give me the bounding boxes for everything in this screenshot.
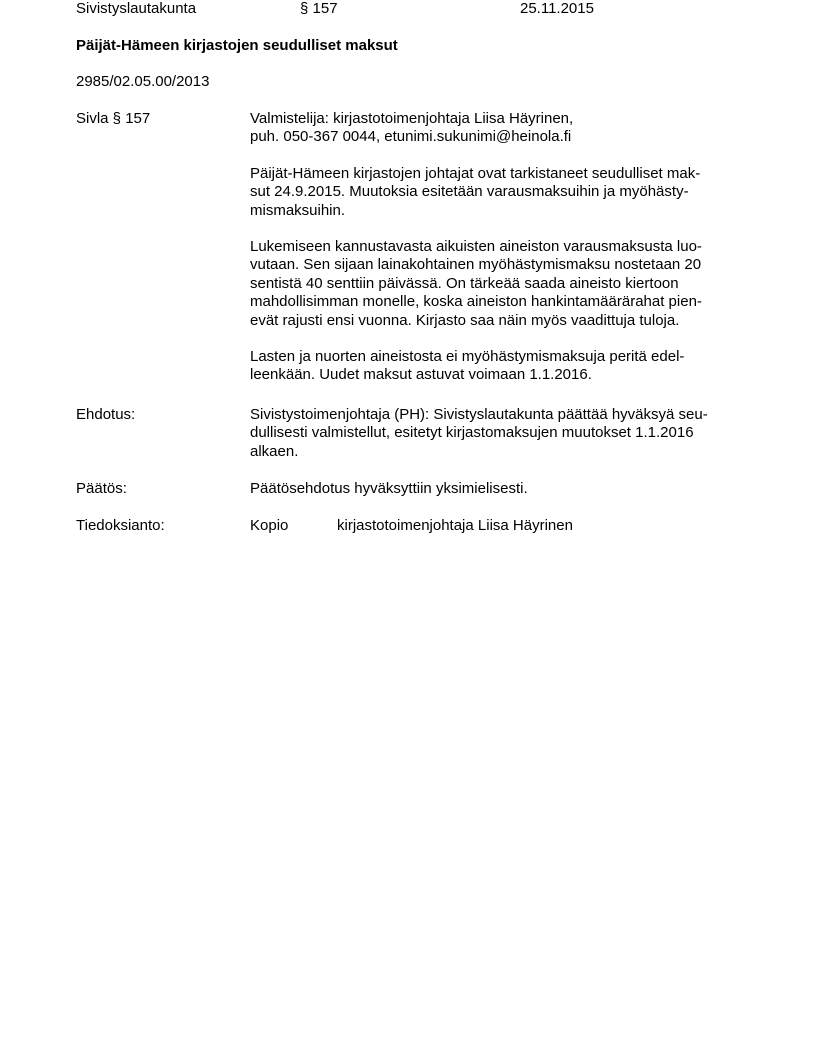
reference-number: 2985/02.05.00/2013 bbox=[76, 73, 210, 90]
paragraph-line: leenkään. Uudet maksut astuvat voimaan 1.1.2016. bbox=[250, 366, 592, 384]
preparer-line: puh. 050-367 0044, etunimi.sukunimi@heinola.fi bbox=[250, 128, 572, 146]
section-number: § 157 bbox=[300, 0, 338, 17]
decision-text: Päätösehdotus hyväksyttiin yksimielisesti. bbox=[250, 480, 528, 497]
body-paragraph bbox=[250, 348, 750, 385]
sivla-label: Sivla § 157 bbox=[76, 110, 151, 127]
ehdotus-content bbox=[250, 406, 750, 461]
ehdotus-label: Ehdotus: bbox=[76, 406, 136, 423]
document-header bbox=[76, 0, 756, 18]
copy-recipient: kirjastotoimenjohtaja Liisa Häyrinen bbox=[337, 517, 573, 534]
proposal-line: dullisesti valmistellut, esitetyt kirjastomaksujen muutokset 1.1.2016 bbox=[250, 424, 694, 442]
paragraph-line: mismaksuihin. bbox=[250, 201, 346, 219]
body-paragraph bbox=[250, 165, 750, 220]
paragraph-line: sentistä 40 senttiin päivässä. On tärkeää saada aineisto kiertoon bbox=[250, 274, 679, 292]
preparer-line: Valmistelija: kirjastotoimenjohtaja Liisa Häyrinen, bbox=[250, 110, 574, 127]
preparer-paragraph bbox=[250, 110, 750, 147]
tiedoksianto-content bbox=[250, 517, 750, 535]
paatos-label: Päätös: bbox=[76, 480, 127, 497]
paragraph-line: Lukemiseen kannustavasta aikuisten aineiston varausmaksusta luo- bbox=[250, 238, 702, 256]
copy-type: Kopio bbox=[250, 517, 289, 534]
sivla-content bbox=[250, 110, 750, 403]
paragraph-line: vutaan. Sen sijaan lainakohtainen myöhästymismaksu nostetaan 20 bbox=[250, 256, 702, 274]
organization-name: Sivistyslautakunta bbox=[76, 0, 197, 17]
paragraph-line: Päijät-Hämeen kirjastojen johtajat ovat tarkistaneet seudulliset mak- bbox=[250, 164, 701, 182]
meeting-date: 25.11.2015 bbox=[520, 0, 594, 17]
notification-line bbox=[250, 517, 750, 535]
proposal-line: Sivistystoimenjohtaja (PH): Sivistyslautakunta päättää hyväksyä seu- bbox=[250, 406, 708, 423]
document-title: Päijät-Hämeen kirjastojen seudulliset maksut bbox=[76, 37, 398, 54]
paragraph-line: evät rajusti ensi vuonna. Kirjasto saa näin myös vaadittuja tuloja. bbox=[250, 311, 680, 329]
paragraph-line: sut 24.9.2015. Muutoksia esitetään varausmaksuihin ja myöhästy- bbox=[250, 183, 689, 201]
paatos-content bbox=[250, 480, 750, 498]
paragraph-line: Lasten ja nuorten aineistosta ei myöhästymismaksuja peritä edel- bbox=[250, 348, 685, 366]
proposal-line: alkaen. bbox=[250, 442, 299, 460]
paragraph-line: mahdollisimman monelle, koska aineiston hankintamäärärahat pien- bbox=[250, 293, 702, 311]
document-page bbox=[76, 0, 756, 534]
body-paragraph bbox=[250, 238, 750, 330]
tiedoksianto-label: Tiedoksianto: bbox=[76, 517, 165, 534]
